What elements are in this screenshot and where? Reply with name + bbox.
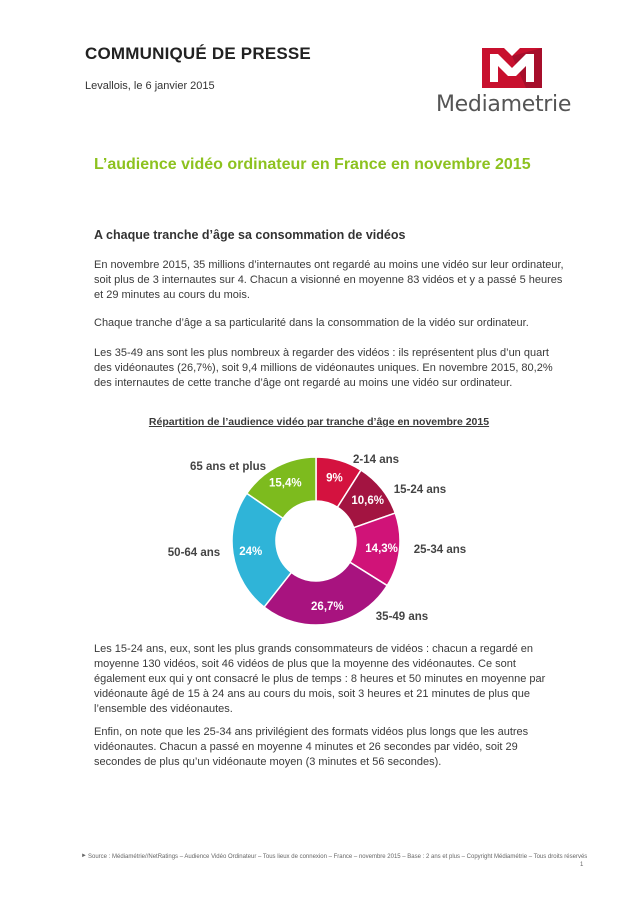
header-date: Levallois, le 6 janvier 2015 bbox=[85, 80, 215, 92]
age-donut-chart bbox=[0, 440, 638, 640]
paragraph-4: Les 15-24 ans, eux, sont les plus grands consommateurs de vidéos : chacun a regardé en moyenne 130 vidéos, soit 46 vidéos de plus que la moyenne des vidéonautes. Ce sont également eux qui y ont consacré le plus de temps : 8 heures et 50 minutes en moyenne par vidéonaute âgé de 15 à 24 ans au cours du mois, soit 3 heures et 21 minutes de plus que l’ensemble des vidéonautes. bbox=[94, 643, 546, 715]
donut-category-label-1: 15-24 ans bbox=[393, 484, 447, 496]
logo-wordmark: Mediametrie bbox=[436, 92, 572, 117]
footer-arrow-icon: ► bbox=[81, 853, 87, 859]
donut-category-label-0: 2-14 ans bbox=[352, 454, 400, 466]
donut-value-label-3: 26,7% bbox=[311, 601, 344, 614]
section-title: A chaque tranche d’âge sa consommation de vidéos bbox=[94, 228, 406, 242]
paragraph-1: En novembre 2015, 35 millions d’internautes ont regardé au moins une vidéo sur leur ordinateur, soit plus de 3 internautes sur 4. Chacun a visionné en moyenne 83 vidéos et y a passé 5 heures et 29 minutes au cours du mois. bbox=[94, 259, 564, 301]
paragraph-5: Enfin, on note que les 25-34 ans privilégient des formats vidéos plus longs que les autres vidéonautes. Chacun a passé en moyenne 4 minutes et 26 secondes par vidéo, soit 29 secondes de plus qu’un vidéonaute moyen (3 minutes et 56 secondes). bbox=[94, 726, 529, 768]
header-title: COMMUNIQUÉ DE PRESSE bbox=[85, 44, 311, 63]
donut-category-label-4: 50-64 ans bbox=[167, 547, 221, 559]
chart-title: Répartition de l’audience vidéo par tranche d’âge en novembre 2015 bbox=[148, 416, 490, 428]
donut-value-label-1: 10,6% bbox=[351, 494, 384, 507]
main-title: L’audience vidéo ordinateur en France en novembre 2015 bbox=[94, 156, 531, 173]
donut-value-label-0: 9% bbox=[326, 472, 343, 485]
footer-source: Source : Médiamétrie//NetRatings – Audience Vidéo Ordinateur – Tous lieux de connexion – France – novembre 2015 – Base : 2 ans et plus – Copyright Médiamétrie – Tous droits réservés bbox=[88, 854, 588, 860]
paragraph-2: Chaque tranche d’âge a sa particularité dans la consommation de la vidéo sur ordinateur. bbox=[94, 317, 529, 329]
paragraph-3: Les 35-49 ans sont les plus nombreux à regarder des vidéos : ils représentent plus d’un quart des vidéonautes (26,7%), soit 9,4 millions de vidéonautes uniques. En novembre 2015, 80,2% des internautes de cette tranche d’âge ont regardé au moins une vidéo sur ordinateur. bbox=[94, 347, 553, 389]
donut-category-label-3: 35-49 ans bbox=[375, 611, 429, 623]
page-number: 1 bbox=[580, 862, 584, 868]
donut-category-label-5: 65 ans et plus bbox=[189, 461, 267, 473]
donut-category-label-2: 25-34 ans bbox=[413, 544, 467, 556]
donut-value-label-2: 14,3% bbox=[365, 543, 398, 556]
donut-value-label-5: 15,4% bbox=[268, 477, 302, 490]
donut-value-label-4: 24% bbox=[239, 545, 263, 558]
